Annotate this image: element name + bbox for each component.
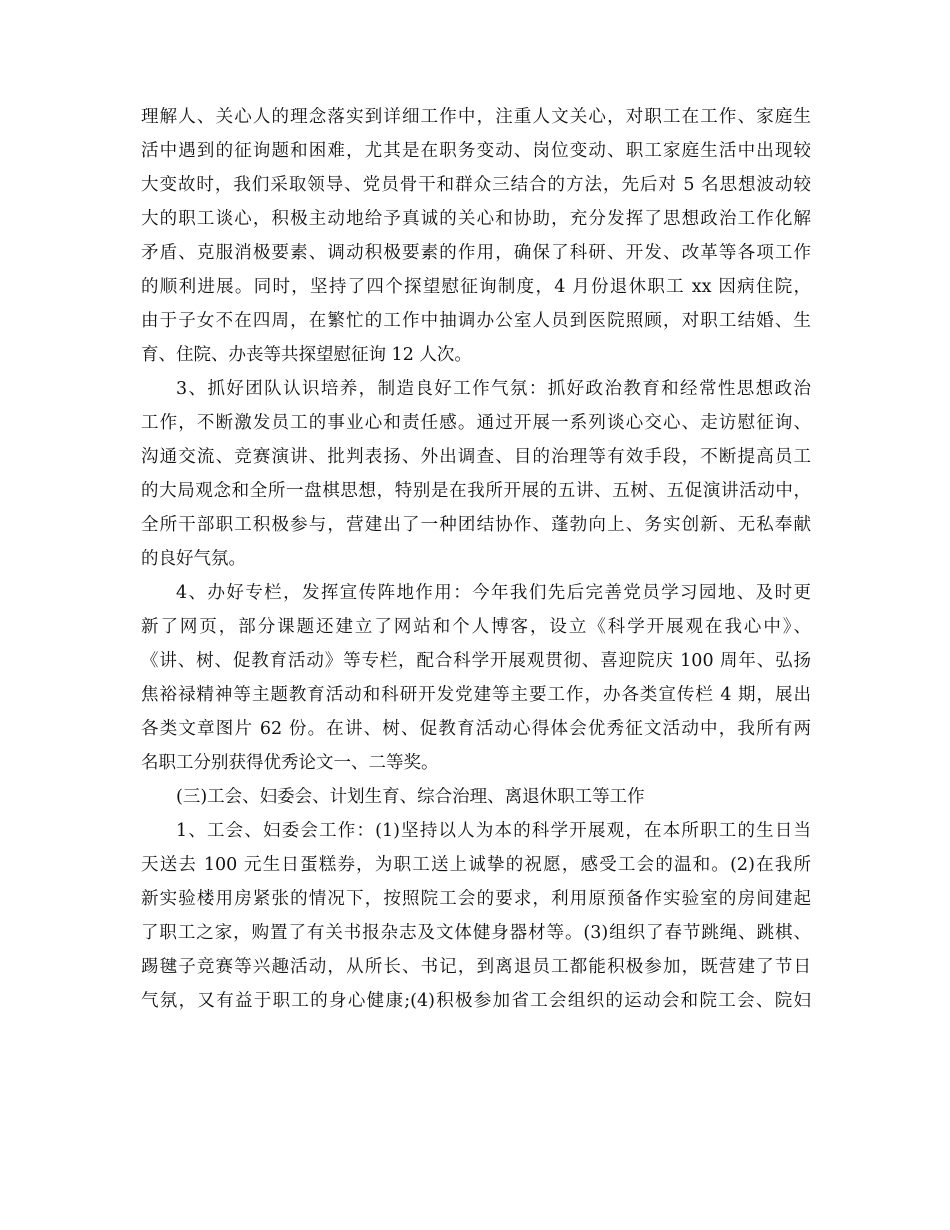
text-line: 的顺利进展。同时，坚持了四个探望慰征询制度，4 月份退休职工 xx 因病住院， xyxy=(141,277,811,297)
body-text xyxy=(141,100,811,1018)
text-line: 焦裕禄精神等主题教育活动和科研开发党建等主要工作，办各类宣传栏 4 期，展出 xyxy=(141,685,811,705)
text-line: 的大局观念和全所一盘棋思想，特别是在我所开展的五讲、五树、五促演讲活动中， xyxy=(141,481,811,501)
text-line: 天送去 100 元生日蛋糕券，为职工送上诚挚的祝愿，感受工会的温和。(2)在我所 xyxy=(141,855,811,875)
text-line: 沟通交流、竞赛演讲、批判表扬、外出调查、目的治理等有效手段，不断提高员工 xyxy=(141,447,811,467)
text-line: 大变故时，我们采取领导、党员骨干和群众三结合的方法，先后对 5 名思想波动较 xyxy=(141,175,811,195)
paragraph-start-line: 4、办好专栏，发挥宣传阵地作用：今年我们先后完善党员学习园地、及时更 xyxy=(176,583,811,603)
text-line: 矛盾、克服消极要素、调动积极要素的作用，确保了科研、开发、改革等各项工作 xyxy=(141,243,811,263)
section-heading: (三)工会、妇委会、计划生育、综合治理、离退休职工等工作 xyxy=(176,787,645,807)
text-line: 工作，不断激发员工的事业心和责任感。通过开展一系列谈心交心、走访慰征询、 xyxy=(141,413,811,433)
text-line: 理解人、关心人的理念落实到详细工作中，注重人文关心，对职工在工作、家庭生 xyxy=(141,107,811,127)
text-line: 大的职工谈心，积极主动地给予真诚的关心和协助，充分发挥了思想政治工作化解 xyxy=(141,209,811,229)
paragraph-end-line: 育、住院、办丧等共探望慰征询 12 人次。 xyxy=(141,345,472,365)
text-line: 新实验楼用房紧张的情况下，按照院工会的要求，利用原预备作实验室的房间建起 xyxy=(141,889,811,909)
text-line: 由于子女不在四周，在繁忙的工作中抽调办公室人员到医院照顾，对职工结婚、生 xyxy=(141,311,811,331)
text-line: 新了网页，部分课题还建立了网站和个人博客，设立《科学开展观在我心中》、 xyxy=(141,617,811,637)
paragraph-end-line: 的良好气氛。 xyxy=(141,549,246,569)
text-line: 各类文章图片 62 份。在讲、树、促教育活动心得体会优秀征文活动中，我所有两 xyxy=(141,719,811,739)
text-line: 全所干部职工积极参与，营建出了一种团结协作、蓬勃向上、务实创新、无私奉献 xyxy=(141,515,811,535)
text-line: 活中遇到的征询题和困难，尤其是在职务变动、岗位变动、职工家庭生活中出现较 xyxy=(141,141,811,161)
paragraph-end-line: 名职工分别获得优秀论文一、二等奖。 xyxy=(141,753,439,773)
paragraph-start-line: 3、抓好团队认识培养，制造良好工作气氛：抓好政治教育和经常性思想政治 xyxy=(176,379,811,399)
text-line: 踢毽子竞赛等兴趣活动，从所长、书记，到离退员工都能积极参加，既营建了节日 xyxy=(141,957,811,977)
text-line: 《讲、树、促教育活动》等专栏，配合科学开展观贯彻、喜迎院庆 100 周年、弘扬 xyxy=(141,651,811,671)
paragraph-start-line: 1、工会、妇委会工作：(1)坚持以人为本的科学开展观，在本所职工的生日当 xyxy=(176,821,811,841)
text-line: 了职工之家，购置了有关书报杂志及文体健身器材等。(3)组织了春节跳绳、跳棋、 xyxy=(141,923,811,943)
text-line: 气氛，又有益于职工的身心健康;(4)积极参加省工会组织的运动会和院工会、院妇 xyxy=(141,991,811,1011)
